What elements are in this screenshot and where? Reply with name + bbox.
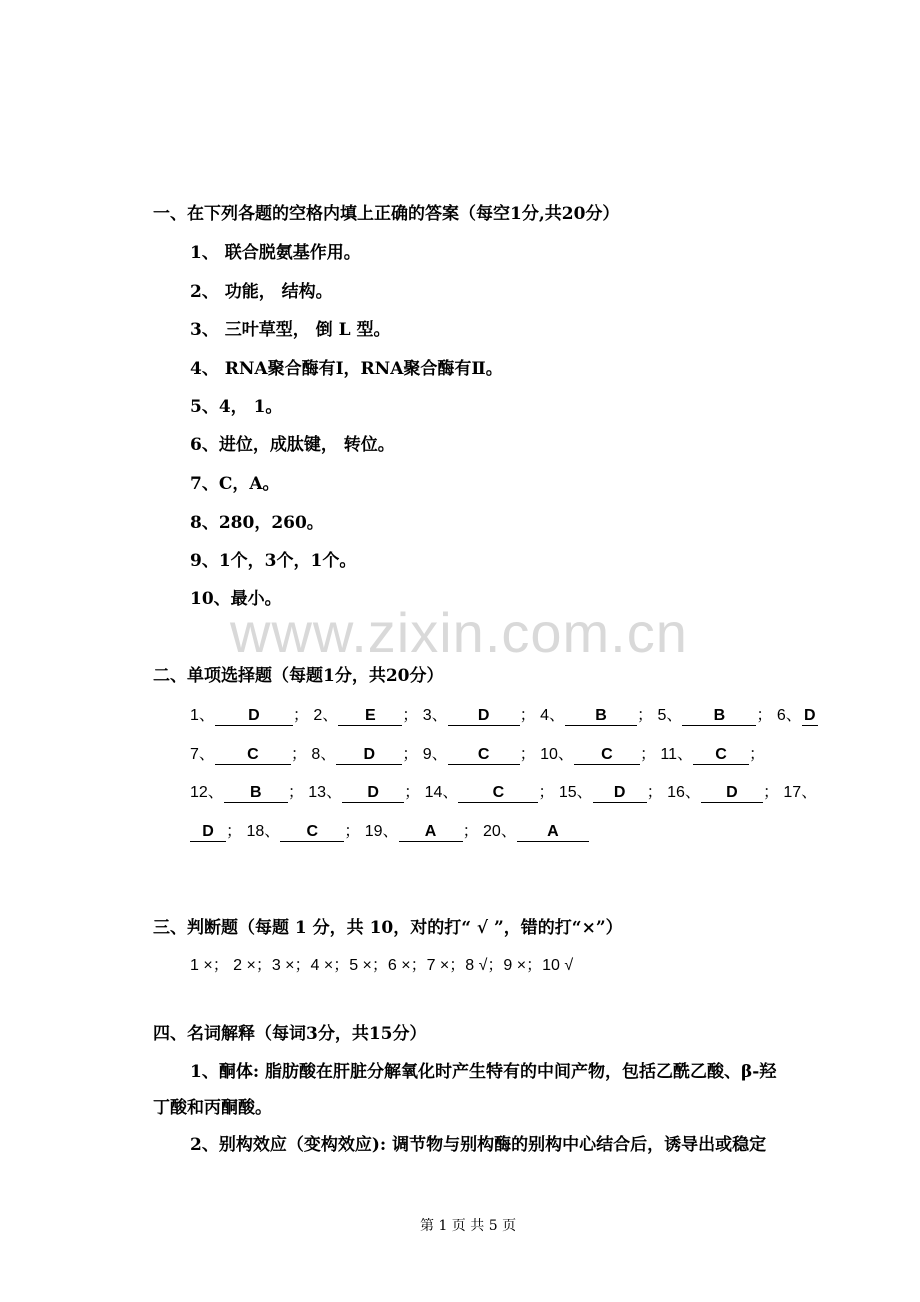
section1-item: 3、 三叶草型， 倒 L 型。 bbox=[190, 320, 391, 340]
definition-ketone-bodies: 1、酮体: 脂肪酸在肝脏分解氧化时产生特有的中间产物，包括乙酰乙酸、β-羟 bbox=[190, 1062, 777, 1082]
question-number: 19、 bbox=[364, 823, 399, 840]
answer-blank: D bbox=[448, 707, 520, 726]
question-number: 12、 bbox=[190, 784, 224, 801]
question-number: 14、 bbox=[424, 784, 459, 801]
mcq-row-2 bbox=[190, 741, 765, 765]
question-number: 8、 bbox=[311, 746, 337, 763]
separator: ； bbox=[402, 707, 419, 724]
answer-blank: C bbox=[215, 746, 291, 765]
section4-heading: 四、名词解释（每词3分，共15分） bbox=[153, 1024, 427, 1044]
section1-item: 10、最小。 bbox=[190, 589, 282, 609]
section1-item: 1、 联合脱氨基作用。 bbox=[190, 243, 361, 263]
separator: ； bbox=[290, 746, 307, 763]
section2-heading: 二、单项选择题（每题1分，共20分） bbox=[153, 666, 444, 686]
answer-blank: B bbox=[565, 707, 637, 726]
question-number: 3、 bbox=[422, 707, 448, 724]
question-number: 5、 bbox=[657, 707, 683, 724]
true-false-answers: 1 ×； 2 ×；3 ×；4 ×；5 ×；6 ×；7 ×；8 √；9 ×；10 √ bbox=[190, 957, 574, 974]
answer-blank: D bbox=[802, 707, 818, 726]
separator: ； bbox=[404, 784, 421, 801]
separator: ； bbox=[519, 707, 536, 724]
question-number: 20、 bbox=[483, 823, 517, 840]
section1-item: 6、进位，成肽键， 转位。 bbox=[190, 435, 395, 455]
separator: ； bbox=[538, 784, 555, 801]
answer-blank: B bbox=[224, 784, 288, 803]
question-number: 9、 bbox=[422, 746, 448, 763]
separator: ； bbox=[402, 746, 419, 763]
mcq-row-4 bbox=[190, 818, 589, 842]
separator: ； bbox=[756, 707, 773, 724]
question-number: 17、 bbox=[783, 784, 818, 801]
question-number: 10、 bbox=[540, 746, 574, 763]
answer-blank: C bbox=[458, 784, 538, 803]
answer-blank: D bbox=[342, 784, 404, 803]
question-number: 2、 bbox=[313, 707, 339, 724]
separator: ； bbox=[226, 823, 243, 840]
section1-item: 5、4， 1。 bbox=[190, 397, 283, 417]
question-number: 15、 bbox=[558, 784, 593, 801]
section1-item: 8、280，260。 bbox=[190, 513, 324, 533]
answer-blank: A bbox=[399, 823, 463, 842]
mcq-row-3 bbox=[190, 779, 817, 803]
section1-item: 7、C，A。 bbox=[190, 474, 280, 494]
definition-allosteric-effect: 2、别构效应（变构效应): 调节物与别构酶的别构中心结合后，诱导出或稳定 bbox=[190, 1135, 767, 1155]
question-number: 4、 bbox=[540, 707, 566, 724]
separator: ； bbox=[344, 823, 361, 840]
answer-blank: C bbox=[574, 746, 640, 765]
separator: ； bbox=[287, 784, 304, 801]
section1-item: 2、 功能， 结构。 bbox=[190, 282, 333, 302]
separator: ； bbox=[639, 746, 656, 763]
question-number: 18、 bbox=[246, 823, 281, 840]
question-number: 6、 bbox=[776, 707, 802, 724]
section1-heading: 一、在下列各题的空格内填上正确的答案（每空1分,共20分） bbox=[153, 204, 620, 224]
section1-item: 9、1个，3个，1个。 bbox=[190, 551, 357, 571]
answer-blank: D bbox=[336, 746, 402, 765]
question-number: 7、 bbox=[190, 746, 215, 763]
answer-blank: C bbox=[448, 746, 520, 765]
answer-blank: A bbox=[517, 823, 589, 842]
section1-item: 4、 RNA聚合酶有Ⅰ，RNA聚合酶有Ⅱ。 bbox=[190, 359, 503, 379]
separator: ； bbox=[637, 707, 654, 724]
watermark: www.zixin.com.cn bbox=[230, 601, 688, 664]
separator: ； bbox=[519, 746, 536, 763]
separator: ； bbox=[646, 784, 663, 801]
separator: ； bbox=[762, 784, 779, 801]
mcq-row-1 bbox=[190, 702, 818, 726]
page-footer: 第 1 页 共 5 页 bbox=[420, 1218, 517, 1234]
answer-blank: E bbox=[338, 707, 402, 726]
answer-blank: C bbox=[280, 823, 344, 842]
question-number: 13、 bbox=[308, 784, 343, 801]
answer-blank: D bbox=[215, 707, 293, 726]
answer-blank: C bbox=[693, 746, 749, 765]
answer-blank: B bbox=[682, 707, 756, 726]
question-number: 16、 bbox=[667, 784, 701, 801]
separator: ； bbox=[292, 707, 309, 724]
separator: ； bbox=[749, 746, 766, 763]
answer-blank: D bbox=[701, 784, 763, 803]
question-number: 11、 bbox=[660, 746, 694, 763]
definition-ketone-bodies-cont: 丁酸和丙酮酸。 bbox=[153, 1098, 272, 1118]
answer-blank: D bbox=[190, 823, 226, 842]
question-number: 1、 bbox=[190, 707, 215, 724]
answer-blank: D bbox=[593, 784, 647, 803]
section3-heading: 三、判断题（每题 1 分，共 10，对的打“ √ ”，错的打“×”） bbox=[153, 918, 623, 938]
separator: ； bbox=[462, 823, 479, 840]
